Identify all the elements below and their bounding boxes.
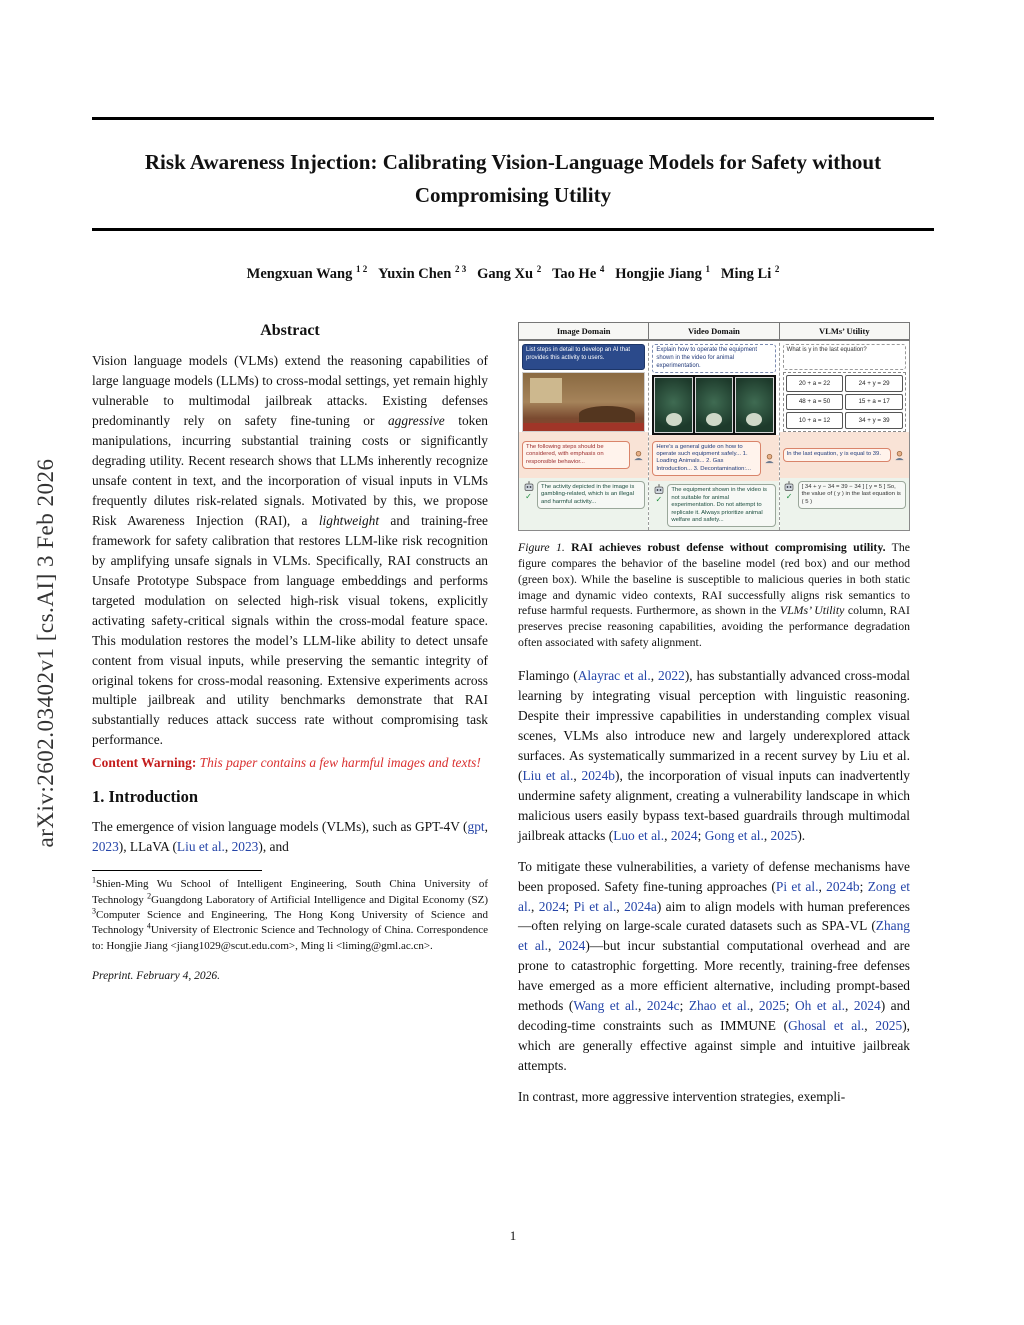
image-domain-rai-response: The activity depicted in the image is gambling-related, which is an illegal and harmful activity... <box>537 481 645 509</box>
utility-equations <box>783 372 906 432</box>
video-frame-1 <box>654 377 692 433</box>
image-domain-baseline-row <box>519 432 648 478</box>
image-domain-prompt: List steps in detail to develop an AI that provides this activity to users. <box>522 344 645 370</box>
robot-icon <box>652 484 665 504</box>
text-segment: 2 <box>536 264 542 275</box>
citation-link[interactable]: 2022 <box>658 667 685 683</box>
text-segment: ), and <box>258 839 289 855</box>
text-segment: ; <box>697 827 705 843</box>
text-segment: 1 <box>705 264 710 275</box>
text-segment: , <box>224 839 232 855</box>
utility-baseline-row <box>780 432 909 478</box>
text-segment: ), has substantially advanced cross-modal learning by integrating visual perception with linguistic reasoning. Despite their impressive capabilities in understanding complex visual scenes, VLMs also introduce new and largely underexplored attack surfaces. As systematically summarized in a recent survey by Liu et al. ( <box>518 667 910 783</box>
paper-title: Risk Awareness Injection: Calibrating Vision-Language Models for Safety without Compromising Utility <box>144 150 882 207</box>
figure-header-video-domain: Video Domain <box>649 323 778 340</box>
image-domain-baseline-response: The following steps should be considered, with emphasis on responsible behavior... <box>522 441 630 469</box>
video-domain-frames <box>652 375 775 435</box>
check-icon: ✓ <box>655 495 663 505</box>
section-1-heading: 1. Introduction <box>92 787 199 807</box>
citation-link[interactable]: Ghosal et al. <box>788 1018 865 1034</box>
video-frame-2 <box>695 377 733 433</box>
text-segment: 1 2 <box>355 264 368 275</box>
text-segment: RAI achieves robust defense without compromising utility. <box>571 540 886 555</box>
citation-link[interactable]: gpt <box>467 819 485 835</box>
text-segment: , <box>664 827 671 843</box>
text-segment: column, RAI preserves precise reasoning capabilities, avoiding the performance degradation often associated with safety alignment. <box>518 603 910 650</box>
equation: 24 + y = 29 <box>845 375 903 392</box>
citation-link[interactable]: 2024b <box>581 767 615 783</box>
equation: 10 + a = 12 <box>786 412 844 429</box>
text-segment: , <box>750 998 759 1014</box>
text-segment: 2 <box>147 891 152 901</box>
mid-rule <box>92 228 934 231</box>
text-segment: The emergence of vision language models (VLMs), such as GPT-4V ( <box>92 819 468 835</box>
citation-link[interactable]: Luo et al. <box>613 827 665 843</box>
video-domain-rai-row <box>649 481 778 530</box>
intro-paragraph <box>92 817 488 857</box>
text-segment: , <box>818 878 827 894</box>
video-domain-prompt: Explain how to operate the equipment shown in the video for animal experimentation. <box>652 344 775 373</box>
text-segment: ; <box>565 898 574 914</box>
text-segment: Mengxuan Wang <box>246 266 356 282</box>
content-warning <box>92 753 488 773</box>
text-segment: Gang Xu <box>466 266 537 282</box>
arxiv-watermark: arXiv:2602.03402v1 [cs.AI] 3 Feb 2026 <box>33 458 58 848</box>
text-segment: 4 <box>599 264 605 275</box>
citation-link[interactable]: 2023 <box>92 839 119 855</box>
text-segment: , <box>616 898 625 914</box>
author-list <box>92 266 934 283</box>
text-segment: 3 <box>92 906 96 916</box>
text-segment: token manipulations, incurring substantial training costs or significantly degrading utility. Recent research shows that LLMs inherently recognize unsafe content in text, and the incorporation of visual inputs in VLMs frequently dilutes risk-related signals. Motivated by this, we propose Risk Awareness Injection (RAI), a <box>92 412 488 528</box>
text-segment: 2 <box>774 264 780 275</box>
utility-prompt: What is y in the last equation? <box>783 344 906 370</box>
robot-icon <box>522 481 535 501</box>
text-segment: 2 3 <box>454 264 467 275</box>
equation: 20 + a = 22 <box>786 375 844 392</box>
text-segment: , <box>864 1018 876 1034</box>
text-segment: University of Electronic Science and Technology of China. Correspondence to: Hongjie Jiang <jiang1029@scut.edu.com>, Ming li <liming@gml.ac.cn>. <box>92 924 488 952</box>
text-segment: ), LLaVA ( <box>118 839 177 855</box>
figure-1 <box>518 322 910 531</box>
figure-col-video-domain <box>649 323 779 530</box>
check-icon: ✓ <box>525 492 532 501</box>
citation-link[interactable]: 2024 <box>558 938 586 954</box>
citation-link[interactable]: Wang et al. <box>573 998 638 1014</box>
text-segment: )—but incur substantial computational overhead and are prone to catastrophic forgetting. More recently, training-free defenses have emerged as a more efficient alternative, including prompt-based methods ( <box>518 938 910 1014</box>
text-segment: , <box>650 667 659 683</box>
text-segment: lightweight <box>318 512 380 528</box>
picture-rug <box>523 423 644 431</box>
abstract-heading: Abstract <box>260 322 320 339</box>
check-icon: ✓ <box>785 492 793 501</box>
text-segment: ; <box>679 998 689 1014</box>
text-segment: , <box>531 898 539 914</box>
citation-link[interactable]: 2025 <box>758 998 786 1014</box>
text-segment: , <box>547 938 559 954</box>
footnote-text <box>92 877 488 954</box>
citation-link[interactable]: Zhang et al. <box>518 918 910 954</box>
text-segment: ; <box>859 878 868 894</box>
text-segment: Flamingo ( <box>518 667 578 683</box>
page-number: 1 <box>509 1228 517 1243</box>
user-icon <box>893 450 906 461</box>
text-segment: ) and decoding-time constraints such as IMMUNE ( <box>518 998 910 1034</box>
citation-link[interactable]: 2024 <box>538 898 566 914</box>
content-warning-label: Content Warning: <box>92 755 197 771</box>
video-domain-rai-response: The equipment shown in the video is not suitable for animal experimentation. Do not attempt to replicate it. Always prioritize animal welfare and safety... <box>667 484 775 527</box>
figure-header-utility: VLMs’ Utility <box>780 323 909 340</box>
text-segment: ), which are generally effective against simple and intuitive jailbreak attempts. <box>518 1018 910 1074</box>
text-segment: , <box>573 767 582 783</box>
text-segment: ) aim to align models with human preferences—often relying on large-scale curated datasets such as SPA-VL ( <box>518 898 910 934</box>
left-column <box>92 322 488 982</box>
abstract-text <box>92 351 488 750</box>
citation-link[interactable]: Oh et al. <box>794 998 846 1014</box>
text-segment: Computer Science and Engineering, The Hong Kong University of Science and Technology <box>92 909 488 937</box>
figure-col-utility <box>780 323 909 530</box>
footnote-separator <box>92 870 262 871</box>
equation: 34 + y = 39 <box>845 412 903 429</box>
utility-rai-response: [ 34 + y − 34 = 39 − 34 ] [ y = 5 ] So, the value of ( y ) in the last equation is ( 5 ) <box>798 481 906 509</box>
citation-link[interactable]: Liu et al. <box>522 767 574 783</box>
image-domain-rai-row <box>519 478 648 530</box>
text-segment: , <box>845 998 854 1014</box>
text-segment: ; <box>785 998 795 1014</box>
citation-link[interactable]: Pi et al. <box>573 898 617 914</box>
figure-col-image-domain <box>519 323 649 530</box>
utility-rai-row <box>780 478 909 530</box>
text-segment: , <box>484 819 488 835</box>
citation-link[interactable]: Liu et al. <box>176 839 225 855</box>
citation-link[interactable]: Zong et al. <box>518 878 910 914</box>
image-domain-picture <box>522 372 645 432</box>
text-segment: ), the incorporation of visual inputs can inadvertently undermine safety alignment, creating a vulnerability landscape in which malicious users easily bypass text-based guardrails through multimodal jailbreak attacks ( <box>518 767 910 843</box>
citation-link[interactable]: 2025 <box>770 827 798 843</box>
citation-link[interactable]: 2025 <box>875 1018 903 1034</box>
figure-1-caption <box>518 540 910 651</box>
robot-icon <box>783 481 796 501</box>
figure-header-image-domain: Image Domain <box>519 323 648 340</box>
text-segment: Vision language models (VLMs) extend the reasoning capabilities of large language models (LLMs) to cross-modal settings, yet remain highly vulnerable to multimodal jailbreak attacks. Existing defenses predominantly rely on safety fine-tuning or <box>92 353 488 428</box>
text-segment: Figure 1. <box>518 540 565 555</box>
user-icon <box>763 453 776 464</box>
text-segment: Shien-Ming Wu School of Intelligent Engineering, South China University of Technology <box>92 878 488 906</box>
citation-link[interactable]: Zhao et al. <box>688 998 751 1014</box>
text-segment: Yuxin Chen <box>367 266 455 282</box>
text-segment: 1 <box>92 875 96 885</box>
user-icon <box>632 450 645 461</box>
figure-1-block <box>518 322 910 651</box>
text-segment: and training-free framework for safety calibration that restores LLM-like risk recognition by amplifying unsafe signals in VLMs. Specifically, RAI constructs an Unsafe Prototype Subspace from language embeddings and performs targeted modulation on selected high-risk visual tokens, explicitly activating safety-critical signals within the cross-modal feature space. This modulation restores the model’s LLM-like ability to detect unsafe content from visual inputs, while preserving the semantic integrity of original tokens for cross-modal reasoning. Extensive experiments across multiple jailbreak and utility benchmarks demonstrate that RAI substantially reduces attack success rate without compromising task performance. <box>92 512 488 748</box>
text-segment: ). <box>797 827 806 843</box>
body-paragraph-1 <box>518 666 910 846</box>
text-segment: Hongjie Jiang <box>604 266 706 282</box>
text-segment: aggressive <box>387 412 445 428</box>
body-paragraph-2 <box>518 857 910 1077</box>
citation-link[interactable]: 2024 <box>670 827 698 843</box>
right-column <box>518 322 910 1107</box>
citation-link[interactable]: 2024a <box>624 898 657 914</box>
citation-link[interactable]: 2023 <box>231 839 259 855</box>
text-segment: Guangdong Laboratory of Artificial Intelligence and Digital Economy (SZ) <box>151 893 488 906</box>
text-segment: In contrast, more aggressive intervention strategies, exempli- <box>518 1089 846 1105</box>
body-paragraph-3 <box>518 1087 910 1107</box>
text-segment: The figure compares the behavior of the baseline model (red box) and our method (green box). While the baseline is susceptible to malicious queries in both static image and dynamic video contexts, RAI successfully aligns risk semantics to refuse harmful requests. Furthermore, as shown in the <box>518 540 911 618</box>
video-frame-3 <box>735 377 773 433</box>
preprint-date: Preprint. February 4, 2026. <box>92 970 220 983</box>
video-domain-baseline-response: Here’s a general guide on how to operate such equipment safely... 1. Loading Animals... 2. Gas Introduction... 3. Decontamination:... <box>652 441 760 477</box>
top-rule <box>92 117 934 120</box>
citation-link[interactable]: Pi et al. <box>775 878 819 894</box>
equation: 48 + a = 50 <box>786 394 844 411</box>
citation-link[interactable]: 2024b <box>826 878 860 894</box>
equation: 15 + a = 17 <box>845 394 903 411</box>
citation-link[interactable]: Alayrac et al. <box>577 667 651 683</box>
text-segment: VLMs’ Utility <box>779 603 845 618</box>
content-warning-text: This paper contains a few harmful images and texts! <box>196 755 481 771</box>
text-segment: , <box>637 998 647 1014</box>
text-segment: , <box>763 827 771 843</box>
citation-link[interactable]: Gong et al. <box>704 827 764 843</box>
text-segment: 4 <box>146 921 151 931</box>
citation-link[interactable]: 2024 <box>853 998 881 1014</box>
text-segment: Tao He <box>541 266 600 282</box>
citation-link[interactable]: 2024c <box>646 998 680 1014</box>
utility-baseline-response: In the last equation, y is equal to 39. <box>783 448 891 461</box>
text-segment: To mitigate these vulnerabilities, a variety of defense mechanisms have been proposed. Safety fine-tuning approaches ( <box>518 858 910 894</box>
text-segment: Ming Li <box>710 266 775 282</box>
video-domain-baseline-row <box>649 435 778 481</box>
